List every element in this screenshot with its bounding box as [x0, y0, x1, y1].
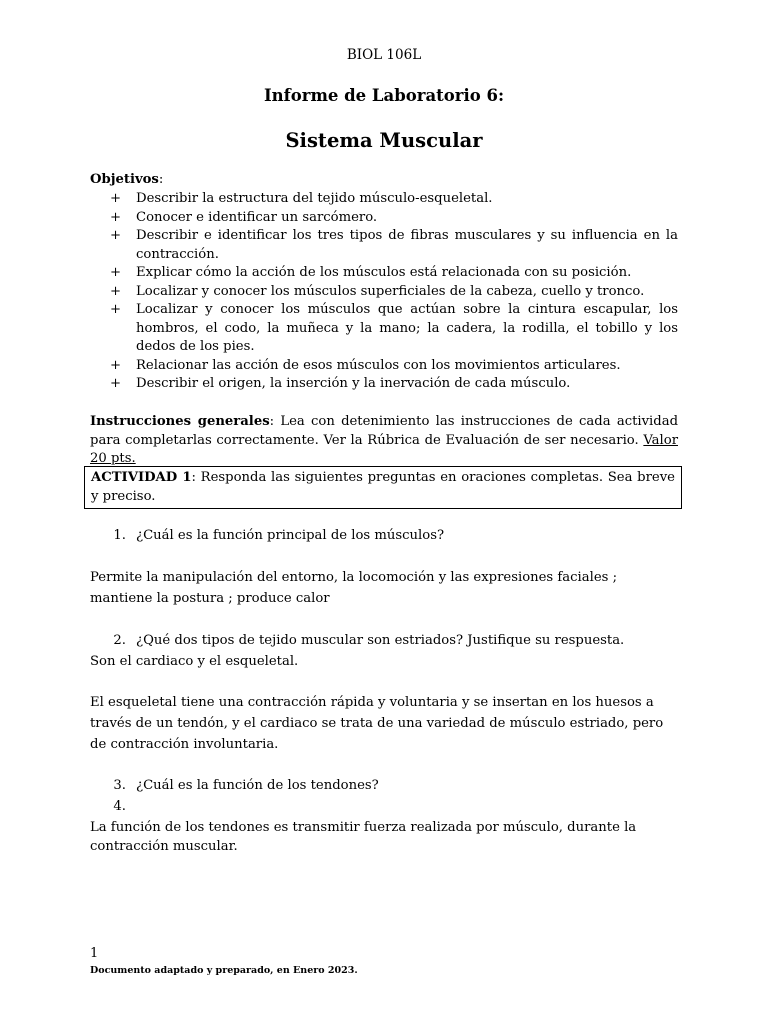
objective-item: + Describir el origen, la inserción y la inervación de cada músculo.	[90, 375, 678, 394]
footer-note: Documento adaptado y preparado, en Enero 2023.	[90, 965, 358, 976]
question-2: 2. ¿Qué dos tipos de tejido muscular son estriados? Justifique su respuesta.	[113, 633, 625, 648]
report-subtitle: Sistema Muscular	[285, 129, 483, 152]
objective-item: + Conocer e identificar un sarcómero.	[90, 209, 678, 228]
plus-bullet-icon: +	[110, 283, 122, 299]
plus-bullet-icon: +	[110, 209, 122, 225]
report-title: Informe de Laboratorio 6:	[263, 86, 505, 105]
question-4: 4.	[113, 799, 126, 814]
answer-2-part-2: El esqueletal tiene una contracción rápida y voluntaria y se insertan en los huesos a través de un tendón, y el cardiaco se trata de una variedad de músculo estriado, pero de contracción involuntaria.	[90, 695, 664, 752]
question-1: 1. ¿Cuál es la función principal de los músculos?	[113, 528, 445, 543]
objective-item: + Explicar cómo la acción de los músculos está relacionada con su posición.	[90, 264, 678, 283]
objective-item: + Describir e identificar los tres tipos de fibras musculares y su influencia en la contracción.	[110, 228, 678, 262]
course-code: BIOL 106L	[346, 47, 422, 63]
objective-item: + Localizar y conocer los músculos superficiales de la cabeza, cuello y tronco.	[90, 283, 678, 302]
plus-bullet-icon: +	[110, 357, 122, 373]
question-3: 3. ¿Cuál es la función de los tendones?	[113, 778, 379, 793]
answer-1: Permite la manipulación del entorno, la locomoción y las expresiones faciales ; mantiene la postura ; produce calor	[90, 570, 618, 606]
objectives-list	[90, 190, 678, 394]
plus-bullet-icon: +	[110, 376, 122, 391]
plus-bullet-icon: +	[110, 302, 122, 317]
plus-bullet-icon: +	[110, 265, 122, 280]
value-points: Valor 20 pts.	[90, 432, 678, 466]
objective-item: + Relacionar las acción de esos músculos con los movimientos articulares.	[90, 357, 678, 376]
objectives-heading: Objetivos:	[90, 172, 164, 187]
general-instructions: Instrucciones generales: Lea con detenimiento las instrucciones de cada actividad para completarlas correctamente. Ver la Rúbrica de Evaluación de ser necesario. Valor 20 pts.	[90, 414, 679, 466]
objective-item: + Describir la estructura del tejido músculo-esqueletal.	[90, 190, 678, 209]
plus-bullet-icon: +	[110, 191, 122, 206]
plus-bullet-icon: +	[110, 228, 122, 243]
activity-1-box: ACTIVIDAD 1: Responda las siguientes preguntas en oraciones completas. Sea breve y preciso.	[84, 466, 682, 509]
answer-3: La función de los tendones es transmitir fuerza realizada por músculo, durante la contracción muscular.	[90, 820, 637, 854]
page-number: 1	[90, 946, 99, 961]
objective-item: + Localizar y conocer los músculos que actúan sobre la cintura escapular, los hombros, el codo, la muñeca y la mano; la cadera, la rodilla, el tobillo y los dedos de los pies.	[110, 302, 678, 354]
answer-2-part-1: Son el cardiaco y el esqueletal.	[90, 654, 299, 669]
